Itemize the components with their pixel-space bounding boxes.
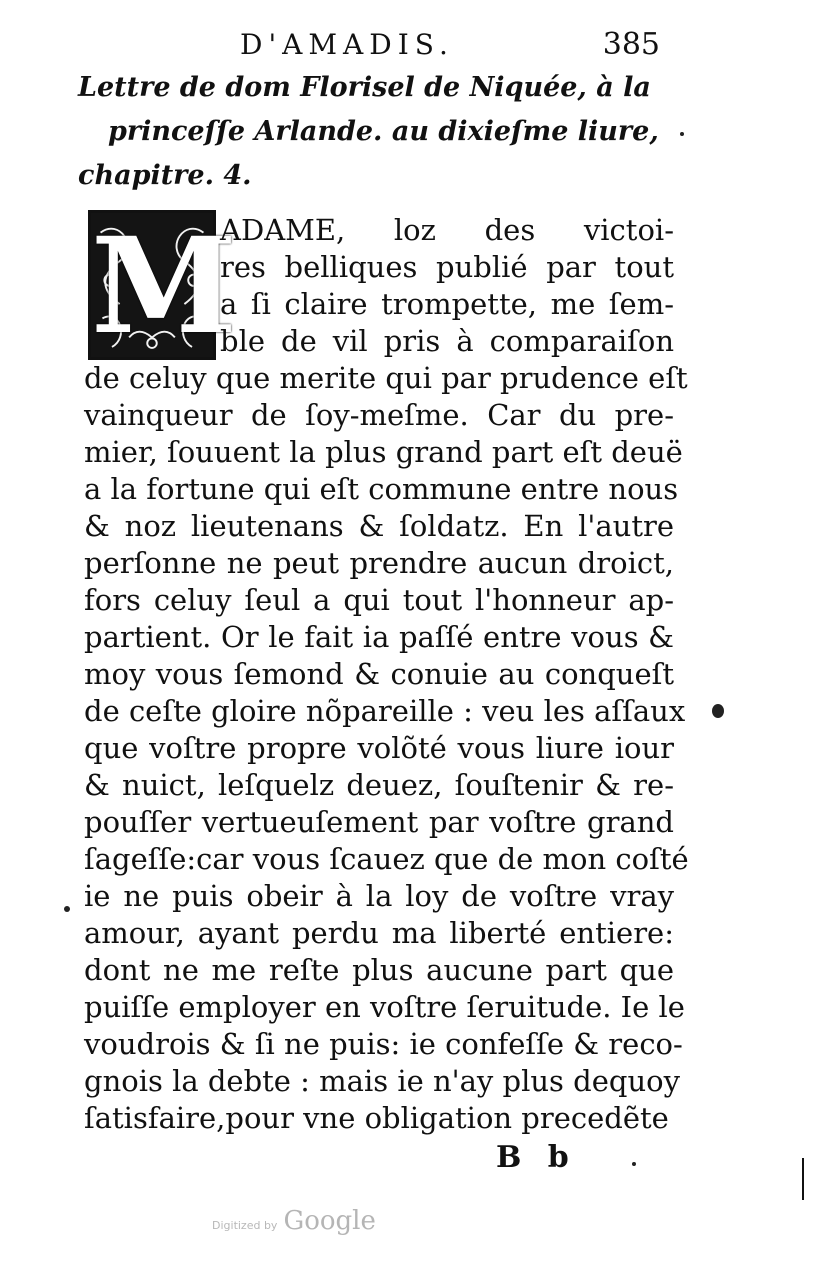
body-line: ſageſſe:car vous ſcauez que de mon coſté: [84, 842, 689, 876]
body-line: ADAME, loz des victoi-: [220, 213, 674, 247]
body-line: que voſtre propre volõté vous liure iour: [84, 731, 674, 765]
body-line: de celuy que merite qui par prudence eſt: [84, 361, 688, 395]
ink-speck: [680, 132, 684, 136]
body-line: a ſi claire trompette, me ſem-: [220, 287, 674, 321]
body-line: gnois la debte : mais ie n'ay plus dequoy: [84, 1064, 680, 1098]
letter-body: [84, 209, 689, 1137]
heading-line-2: princeſſe Arlande. au dixieſme liure,: [108, 116, 659, 147]
drop-cap-letter: M: [91, 209, 238, 364]
body-line: amour, ayant perdu ma liberté entiere:: [84, 916, 674, 950]
body-line: moy vous ſemond & conuie au conqueſt: [84, 657, 674, 691]
ink-speck: [632, 1162, 636, 1166]
body-line: & nuict, leſquelz deuez, ſouſtenir & re-: [84, 768, 674, 802]
heading-line-1: Lettre de dom Florisel de Niquée, à la: [78, 72, 651, 103]
page-number: 385: [602, 27, 660, 62]
body-line: dont ne me reſte plus aucune part que: [84, 953, 674, 987]
signature-mark: B b: [496, 1140, 577, 1175]
body-line: ſatisfaire,pour vne obligation precedẽte: [84, 1101, 669, 1135]
body-line: vainqueur de ſoy-meſme. Car du pre-: [84, 398, 674, 432]
google-logo: Google: [283, 1206, 376, 1236]
body-line: pouſſer vertueuſement par voſtre grand: [84, 805, 674, 839]
body-line: ble de vil pris à comparaiſon: [220, 324, 674, 358]
body-line: partient. Or le fait ia paſſé entre vous &: [84, 620, 674, 654]
body-line: puiſſe employer en voſtre ſeruitude. Ie le: [84, 990, 685, 1024]
ink-blot: [712, 704, 724, 718]
body-line: perſonne ne peut prendre aucun droict,: [84, 546, 674, 580]
body-line: mier, ſouuent la plus grand part eſt deuë: [84, 435, 683, 469]
body-line: & noz lieutenans & ſoldatz. En l'autre: [84, 509, 674, 543]
letter-heading: [78, 66, 659, 198]
body-line: ie ne puis obeir à la loy de voſtre vray: [84, 879, 674, 913]
running-title: D'AMADIS.: [240, 28, 454, 61]
body-line: voudrois & ſi ne puis: ie confeſſe & reco-: [84, 1027, 683, 1061]
digitized-watermark: [212, 1206, 376, 1236]
page-edge-mark: [802, 1158, 804, 1200]
body-line: a la fortune qui eſt commune entre nous: [84, 472, 679, 506]
heading-line-3: chapitre. 4.: [78, 160, 252, 191]
digitized-by-label: Digitized by: [212, 1219, 278, 1232]
body-line: res belliques publié par tout: [220, 250, 674, 284]
body-line: de ceſte gloire nõpareille : veu les aſſaux: [84, 694, 686, 728]
ink-speck: [64, 906, 70, 912]
body-line: fors celuy ſeul a qui tout l'honneur ap-: [84, 583, 674, 617]
